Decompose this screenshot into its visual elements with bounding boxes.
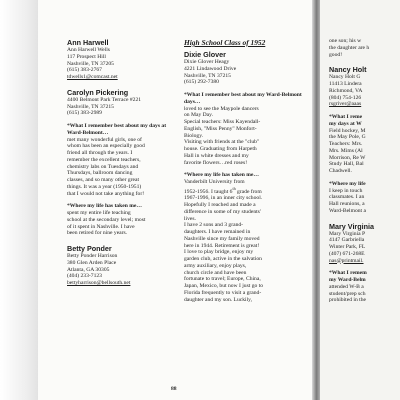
answer-line: things. It was a year (1950-1951) [67, 183, 142, 190]
answer-line: Vanderbilt University from [184, 179, 245, 185]
page-number: 88 [171, 386, 177, 392]
answer-line: fortunate to travel; Europe, China, [184, 276, 261, 283]
answer-line: Special teachers: Miss Kayendall- [184, 119, 261, 125]
entry-line: Ann Harwell Wells [67, 47, 110, 53]
answer-line: here in 1944. Retirement is great! [184, 242, 260, 249]
entry-line: Dixie Glover Heagy [184, 59, 230, 65]
answer-line: favorite flowers…red roses! [184, 159, 248, 166]
answer-line: Field hockey, M [329, 127, 366, 134]
entry-line: 4147 Garbriella [329, 237, 365, 244]
entry-ann-harwell [67, 38, 179, 81]
answer-line: met many wonderful girls, one of [67, 136, 142, 143]
answer-line: loved to see the Maypole dancers [184, 105, 259, 112]
answer-line: Biology. [184, 132, 204, 139]
entry-name: Betty Ponder [67, 244, 112, 253]
entry-line: Nashville, TN 37205 [67, 60, 114, 67]
entry-line: Nashville, TN 37215 [67, 103, 114, 110]
entry-line: Winter Park, FL [329, 244, 366, 250]
entry-line: 117 Prospect Hill [67, 53, 106, 60]
entry-line: 380 Glen Arden Place [67, 259, 117, 266]
answer-line: 1967-1996, in an inner city school. [184, 195, 263, 202]
answer-line: Morrison, Re W [329, 154, 366, 161]
answer-line: prohibited in the [329, 297, 366, 304]
answer-line: student/prep sch [329, 290, 366, 297]
entry-name: Nancy Holt [329, 65, 367, 75]
question-life: *Where my life has taken me… [67, 203, 142, 210]
email-address[interactable]: tdwells1@comcast.net [67, 74, 118, 80]
entry-betty-ponder [67, 244, 179, 287]
question-remember: *What I remember best about my Ward-Belmont days… [184, 92, 302, 105]
answer-line: Ward-Belmont a [329, 207, 366, 214]
entry-name: Dixie Glover [184, 50, 226, 59]
question-life: *Where my life has taken me… [184, 172, 259, 179]
entry-line: (615) 383-2989 [67, 110, 102, 117]
entry-line: Nancy Holt G [329, 74, 361, 81]
email-address[interactable]: nas@printmail. [329, 257, 364, 264]
entry-line: (804) 754-126 [329, 94, 362, 101]
question-remember: *What I remember best about my days at Ward-Belmont… [67, 123, 167, 136]
answer-line: good! [329, 51, 343, 58]
answer-line: Hall in white dresses and my [184, 152, 249, 159]
question-remember: *What I reme [329, 114, 363, 120]
answer-line: church circle and have been [184, 269, 247, 276]
answer-line: one son; his w [329, 38, 362, 44]
class-heading: High School Class of 1952 [184, 38, 266, 47]
entry-nancy-holt [329, 65, 400, 214]
answer-line: remember the excellent teachers, [67, 156, 141, 163]
answer-line: on May Day. [184, 112, 213, 119]
entry-name: Carolyn Pickering [67, 87, 129, 97]
entry-name: Ann Harwell [67, 38, 109, 47]
question-remember: my days at W [329, 120, 362, 127]
question-remember: my Ward-Belm [329, 277, 366, 283]
answer-line: chemistry labs on Tuesdays and [67, 163, 139, 170]
answer-line: of it spent in Nashville. I have [67, 223, 135, 230]
answer-line: Thursdays, ballroom dancing [67, 170, 133, 177]
answer-line: attended W-B a [329, 283, 364, 290]
entry-line: Mary Virginia P [329, 230, 366, 237]
answer-line: garden club, active in the salvation [184, 256, 262, 263]
middle-column [184, 38, 310, 310]
answer-line: Florida frequently to visit a grand- [184, 289, 262, 296]
answer-line: Study Hall, Bal [329, 161, 364, 168]
answer-line: Visiting with friends at the "club" [184, 139, 260, 146]
answer-line: daughters. I have remained in [184, 229, 251, 236]
entry-line: 11413 Lindera [329, 81, 362, 87]
email-address[interactable]: rsgriver@aaas [329, 101, 362, 108]
answer-line: I keep in touch [329, 187, 363, 194]
entry-line: (407) 671-268E [329, 250, 365, 257]
question-remember: *What I remem [329, 270, 367, 277]
answer-line: Nashville since my family moved [184, 235, 260, 242]
answer-line: Chadwell. [329, 168, 352, 174]
answer-line: I love to play bridge, enjoy my [184, 249, 254, 256]
answer-line: I have 2 sons and 3 grand- [184, 222, 244, 229]
email-address[interactable]: bettyharrison@bellsouth.net [67, 280, 131, 286]
entry-line: Nashville, TN 37215 [184, 72, 231, 79]
left-column [67, 38, 179, 294]
entry-line: (615) 383-2767 [67, 67, 102, 74]
answer-line: classes, and so many other great [67, 177, 140, 183]
answer-line: that I would not take anything for! [67, 190, 145, 197]
answer-line: the daughter are h [329, 44, 370, 51]
entry-line: (404) 233-7123 [67, 273, 102, 280]
answer-line: Hall reunions, a [329, 201, 365, 207]
answer-line: school at the secondary level; most [67, 216, 146, 223]
answer-line: friend all through the years. I [67, 150, 133, 156]
answer-line: 1952-1956. I taught 6th grade from [184, 185, 262, 195]
answer-line: lives. [184, 215, 196, 222]
answer-line: classmates. I an [329, 194, 365, 201]
entry-line: Betty Ponder Harrison [67, 253, 118, 259]
entry-line: Richmond, VA [329, 87, 363, 94]
entry-carolyn-pickering [67, 88, 179, 237]
answer-line: Mrs. Mims (Al [329, 147, 363, 154]
entry-mary-virginia [329, 222, 400, 305]
answer-line: Hopefully I reached and made a [184, 202, 256, 209]
entry-name: Mary Virginia [329, 221, 375, 231]
answer-line: Teachers: Mrs. [329, 141, 363, 147]
right-column [329, 38, 400, 311]
answer-line: army auxiliary, enjoy plays, [184, 262, 247, 269]
book-gutter-shadow [0, 0, 38, 400]
entry-line: 4221 Lindawood Drive [184, 65, 237, 72]
answer-line: Japan, Mexico, but now I just go to [184, 283, 264, 290]
question-life: *Where my life [329, 180, 366, 187]
answer-line: English, "Miss Penny" Monfort- [184, 125, 257, 132]
entry-line: Atlanta, GA 30305 [67, 266, 110, 273]
answer-line: spent my entire life teaching [67, 210, 131, 216]
answer-line: difference in some of my students' [184, 208, 261, 215]
answer-line: been retired for nine years. [67, 230, 128, 237]
answer-line: whom has been an especially good [67, 143, 145, 150]
answer-line: daughter and my son. Luckily, [184, 296, 252, 303]
answer-line: the May Pole, G [329, 134, 366, 141]
entry-dixie-glover [184, 50, 310, 303]
answer-line: house. Graduating from Harpeth [184, 146, 257, 152]
entry-line: 4400 Belmont Park Terrace #221 [67, 96, 142, 103]
entry-line: (615) 292-7380 [184, 79, 219, 86]
